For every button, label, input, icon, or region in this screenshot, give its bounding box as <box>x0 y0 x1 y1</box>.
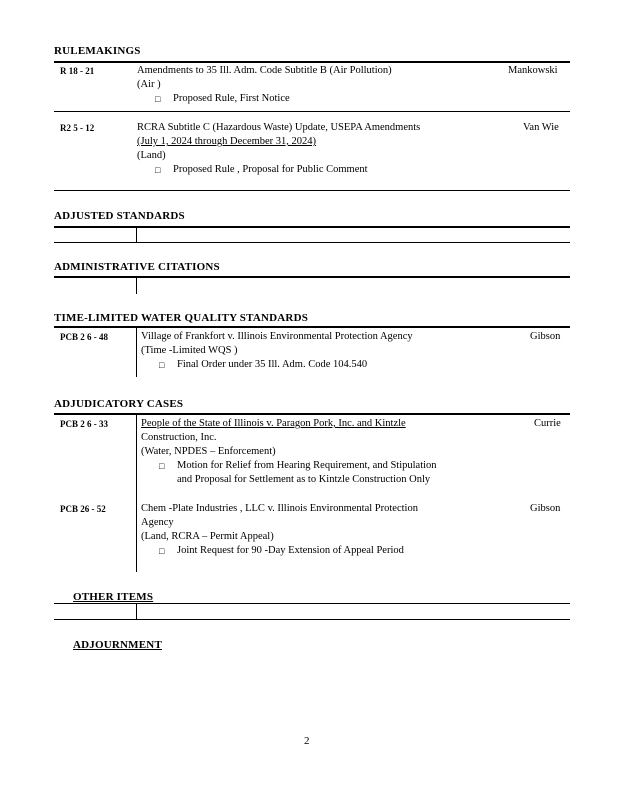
section-heading-adjudicatory-cases: ADJUDICATORY CASES <box>54 398 184 410</box>
board-member: Gibson <box>530 503 561 514</box>
item-date-range: (July 1, 2024 through December 31, 2024) <box>137 136 317 147</box>
row-divider <box>54 111 570 112</box>
item-media: (Time -Limited WQS ) <box>141 345 238 356</box>
column-divider <box>136 226 137 242</box>
item-action: Proposed Rule, First Notice <box>173 93 290 104</box>
item-title: RCRA Subtitle C (Hazardous Waste) Update, USEPA Amendments <box>137 122 421 133</box>
section-rule <box>54 326 570 328</box>
section-rule <box>54 61 570 63</box>
column-divider <box>136 327 137 377</box>
row-divider <box>54 190 570 191</box>
item-action: Joint Request for 90 -Day Extension of Appeal Period <box>177 545 404 556</box>
checkbox-icon: □ <box>155 165 161 175</box>
docket-number: PCB 2 6 - 48 <box>60 332 108 342</box>
item-media: (Water, NPDES – Enforcement) <box>141 446 276 457</box>
docket-number: R 18 - 21 <box>60 66 95 76</box>
column-divider <box>136 277 137 294</box>
section-rule <box>54 603 570 604</box>
section-heading-administrative-citations: ADMINISTRATIVE CITATIONS <box>54 261 220 273</box>
item-action: Motion for Relief from Hearing Requirement, and Stipulation <box>177 460 437 471</box>
column-divider <box>136 604 137 619</box>
item-title-continued: Agency <box>141 517 174 528</box>
page-number: 2 <box>304 735 310 747</box>
section-heading-rulemakings: RULEMAKINGS <box>54 45 141 57</box>
item-action-continued: and Proposal for Settlement as to Kintzle Construction Only <box>177 474 431 485</box>
section-rule <box>54 276 570 278</box>
board-member: Gibson <box>530 331 561 342</box>
item-action: Final Order under 35 Ill. Adm. Code 104.540 <box>177 359 368 370</box>
item-title: Amendments to 35 Ill. Adm. Code Subtitle B (Air Pollution) <box>137 65 392 76</box>
checkbox-icon: □ <box>159 461 165 471</box>
section-heading-adjournment: ADJOURNMENT <box>73 639 162 651</box>
checkbox-icon: □ <box>155 94 161 104</box>
board-member: Mankowski <box>508 65 558 76</box>
item-action: Proposed Rule , Proposal for Public Comment <box>173 164 368 175</box>
checkbox-icon: □ <box>159 360 165 370</box>
section-rule <box>54 226 570 228</box>
docket-number: PCB 26 - 52 <box>60 504 106 514</box>
item-title: Chem -Plate Industries , LLC v. Illinois Environmental Protection <box>141 503 418 514</box>
row-divider <box>54 242 570 243</box>
section-heading-adjusted-standards: ADJUSTED STANDARDS <box>54 210 185 222</box>
docket-number: PCB 2 6 - 33 <box>60 419 108 429</box>
section-rule <box>54 413 570 415</box>
section-heading-time-limited-wqs: TIME-LIMITED WATER QUALITY STANDARDS <box>54 312 309 324</box>
item-title-continued: Construction, Inc. <box>141 432 217 443</box>
section-heading-other-items: OTHER ITEMS <box>73 591 154 603</box>
docket-number: R2 5 - 12 <box>60 123 95 133</box>
board-member: Van Wie <box>523 122 559 133</box>
row-divider <box>54 619 570 620</box>
checkbox-icon: □ <box>159 546 165 556</box>
item-title: Village of Frankfort v. Illinois Environmental Protection Agency <box>141 331 413 342</box>
item-media: (Land) <box>137 150 166 161</box>
item-media: (Air ) <box>137 79 161 90</box>
item-title: People of the State of Illinois v. Paragon Pork, Inc. and Kintzle <box>141 418 406 429</box>
column-divider <box>136 414 137 572</box>
board-member: Currie <box>534 418 561 429</box>
item-media: (Land, RCRA – Permit Appeal) <box>141 531 274 542</box>
